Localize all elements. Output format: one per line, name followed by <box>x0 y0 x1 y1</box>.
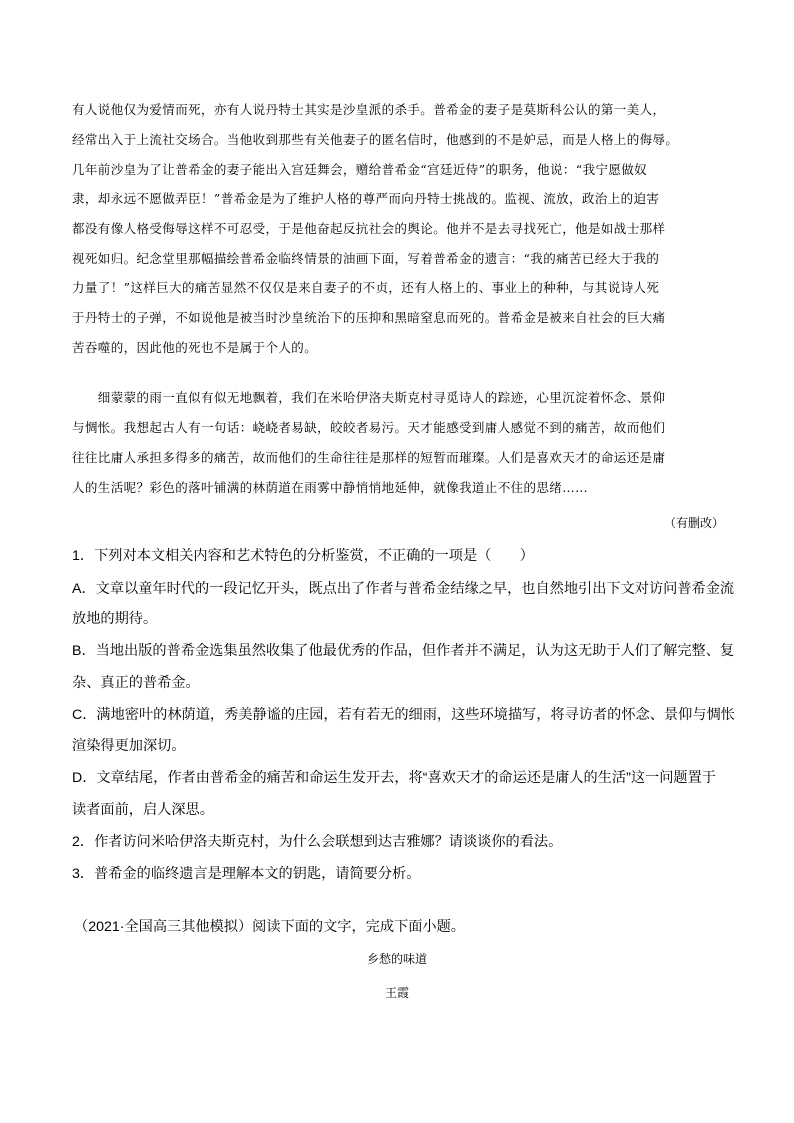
option-c: C．满地密叶的林荫道，秀美静谧的庄园，若有若无的细雨，这些环境描写，将寻访者的怀念、景仰与惆怅 <box>72 707 735 723</box>
question-2: 2．作者访问米哈伊洛夫斯克村，为什么会联想到达吉雅娜？请谈谈你的看法。 <box>72 834 563 850</box>
passage-line: 经常出入于上流社交场合。当他收到那些有关他妻子的匿名信时，他感到的不是妒忌，而是人格上的侮辱。 <box>72 132 679 147</box>
question-3: 3．普希金的临终遗言是理解本文的钥匙，请简要分析。 <box>72 866 421 882</box>
section-intro: （2021·全国高三其他模拟）阅读下面的文字，完成下面小题。 <box>74 919 465 935</box>
option-b-cont: 杂、真正的普希金。 <box>72 675 200 691</box>
passage-line: 苦吞噬的，因此他的死也不是属于个人的。 <box>72 340 318 355</box>
option-a-cont: 放地的期待。 <box>72 611 158 627</box>
passage-line: 有人说他仅为爱情而死，亦有人说丹特士其实是沙皇派的杀手。普希金的妻子是莫斯科公认的第一美人， <box>72 102 666 117</box>
option-c-cont: 渲染得更加深切。 <box>72 738 186 754</box>
article-title: 乡愁的味道 <box>366 952 427 966</box>
option-a: A．文章以童年时代的一段记忆开头，既点出了作者与普希金结缘之早，也自然地引出下文对访问普希金流 <box>72 581 735 597</box>
passage-line: 人的生活呢？彩色的落叶铺满的林荫道在雨雾中静悄悄地延伸，就像我道止不住的思绪…… <box>72 480 589 495</box>
passage-line: 往往比庸人承担多得多的痛苦，故而他们的生命往往是那样的短暂而璀璨。人们是喜欢天才的命运还是庸 <box>72 450 666 465</box>
option-b: B．当地出版的普希金选集虽然收集了他最优秀的作品，但作者并不满足，认为这无助于人们了解完整、复 <box>72 643 735 659</box>
question-1: 1．下列对本文相关内容和艺术特色的分析鉴赏，不正确的一项是（ ） <box>72 548 534 564</box>
source-note: （有删改） <box>663 516 724 530</box>
passage-line: 几年前沙皇为了让普希金的妻子能出入宫廷舞会，赠给普希金“宫廷近侍”的职务，他说：“我宁愿做奴 <box>72 162 648 177</box>
option-d-cont: 读者面前，启人深思。 <box>72 802 214 818</box>
passage-line: 都没有像人格受侮辱这样不可忍受，于是他奋起反抗社会的舆论。他并不是去寻找死亡，他是如战士那样 <box>72 221 666 236</box>
passage-line: 与惆怅。我想起古人有一句话：峣峣者易缺，皎皎者易污。天才能感受到庸人感觉不到的痛苦，故而他们 <box>72 420 666 435</box>
passage-line: 隶，却永远不愿做弄臣！”普希金是为了维护人格的尊严而向丹特士挑战的。监视、流放，政治上的迫害 <box>72 191 660 206</box>
passage-line: 力量了！”这样巨大的痛苦显然不仅仅是来自妻子的不贞，还有人格上的、事业上的种种，与其说诗人死 <box>72 280 660 295</box>
option-d: D．文章结尾，作者由普希金的痛苦和命运生发开去，将“喜欢天才的命运还是庸人的生活”这一问题置于 <box>72 770 716 786</box>
passage-line: 细蒙蒙的雨一直似有似无地飘着，我们在米哈伊洛夫斯克村寻觅诗人的踪迹，心里沉淀着怀念、景仰 <box>72 390 666 405</box>
passage-line: 于丹特士的子弹，不如说他是被当时沙皇统治下的压抑和黑暗窒息而死的。普希金是被来自社会的巨大痛 <box>72 310 666 325</box>
article-author: 王霞 <box>384 986 409 1000</box>
passage-line: 视死如归。纪念堂里那幅描绘普希金临终情景的油画下面，写着普希金的遗言：“我的痛苦已经大于我的 <box>72 251 660 266</box>
